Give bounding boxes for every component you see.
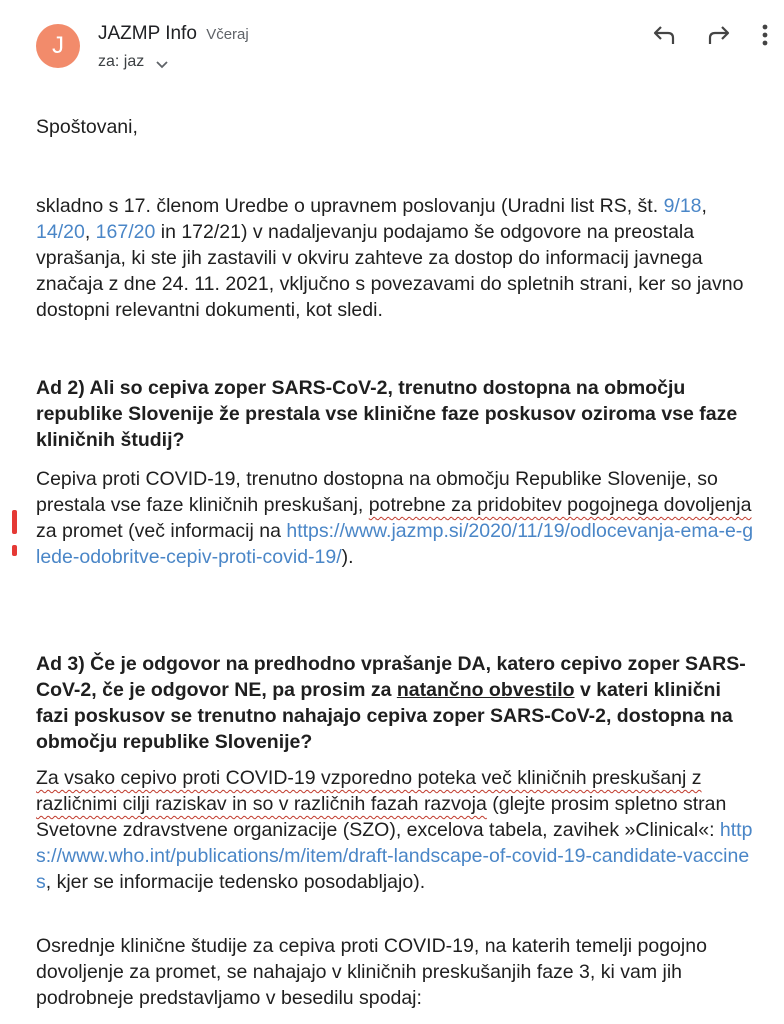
sender-name[interactable]: JAZMP Info [98,23,197,44]
question-3-underlined: natančno obvestilo [396,679,575,701]
answer-2-paragraph [36,466,756,570]
annotation-exclamation-dot [12,545,17,556]
question-2-heading: Ad 2) Ali so cepiva zoper SARS-CoV-2, trenutno dostopna na območju republike Slovenije že prestala vse klinične faze poskusov oziroma vse faze kliničnih študij? [36,377,738,451]
intro-paragraph [36,193,756,323]
link-jazmp-ema[interactable]: https://www.jazmp.si/2020/11/19/odlocevanja-ema-e-glede-odobritve-cepiv-proti-covid-19/ [36,520,754,568]
recipient-label: za: jaz [98,53,145,70]
answer-3-highlight: Za vsako cepivo proti COVID-19 vzporedno poteka več kliničnih preskušanj z različnimi cilji raziskav in so v različnih fazah razvoja [36,767,702,815]
recipient-toggle[interactable] [98,53,169,71]
answer-2-text-3: ). [341,546,354,568]
question-3-heading [36,651,756,755]
question-3-text-2: v kateri klinični fazi poskusov se trenutno nahajajo cepiva zoper SARS-CoV-2, dostopna na območju republike Slovenije? [36,679,733,753]
reply-icon [652,24,678,46]
answer-2-text-2: za promet (več informacij na [36,520,287,542]
intro-text-2: in 172/21) v nadaljevanju podajamo še odgovore na preostala vprašanja, ki ste jih zastavili v okviru zahteve za dostop do informacij javnega značaja z dne 24. 11. 2021, vključno s povezavami do spletnih strani, ker so javno dostopni relevantni dokumenti, kot sledi. [36,221,744,321]
answer-2-highlight: potrebne za pridobitev pogojnega dovoljenja [368,494,752,516]
sent-time: Včeraj [206,26,249,43]
link-uradni-list-9-18[interactable]: 9/18 [663,195,702,217]
answer-3-paragraph [36,765,756,895]
answer-3-paragraph-2: Osrednje klinične študije za cepiva proti COVID-19, na katerih temelji pogojno dovoljenje za promet, se nahajajo v kliničnih preskušanjih faze 3, ki vam jih podrobneje predstavljamo v besedilu spodaj: [36,935,707,1009]
intro-sep-1: , [701,195,707,217]
answer-2-text-1: Cepiva proti COVID-19, trenutno dostopna na območju Republike Slovenije, so prestala vse faze kliničnih preskušanj, [36,468,718,516]
answer-3-text-1: (glejte prosim spletno stran Svetovne zdravstvene organizacije (SZO), excelova tabela, zavihek »Clinical«: [36,793,727,841]
more-options-button[interactable] [750,20,780,50]
link-uradni-list-167-20[interactable]: 167/20 [95,221,156,243]
question-3-text-1: Ad 3) Če je odgovor na predhodno vprašanje DA, katero cepivo zoper SARS-CoV-2, če je odgovor NE, pa prosim za [36,653,746,701]
answer-3-text-2: , kjer se informacije tedensko posodabljajo). [45,871,426,893]
forward-button[interactable] [703,20,733,50]
link-who-vaccine-landscape[interactable]: https://www.who.int/publications/m/item/draft-landscape-of-covid-19-candidate-vaccines [36,819,753,893]
link-uradni-list-14-20[interactable]: 14/20 [36,221,85,243]
forward-icon [705,24,731,46]
sender-avatar[interactable]: J [36,24,80,68]
chevron-down-icon[interactable] [155,57,169,67]
reply-button[interactable] [650,20,680,50]
sender-line [98,23,249,45]
intro-sep-2: , [84,221,96,243]
intro-text-1: skladno s 17. členom Uredbe o upravnem poslovanju (Uradni list RS, št. [36,195,664,217]
more-vert-icon [761,23,769,47]
annotation-exclamation-stroke [12,510,17,534]
greeting: Spoštovani, [36,116,138,138]
email-header [0,0,784,90]
